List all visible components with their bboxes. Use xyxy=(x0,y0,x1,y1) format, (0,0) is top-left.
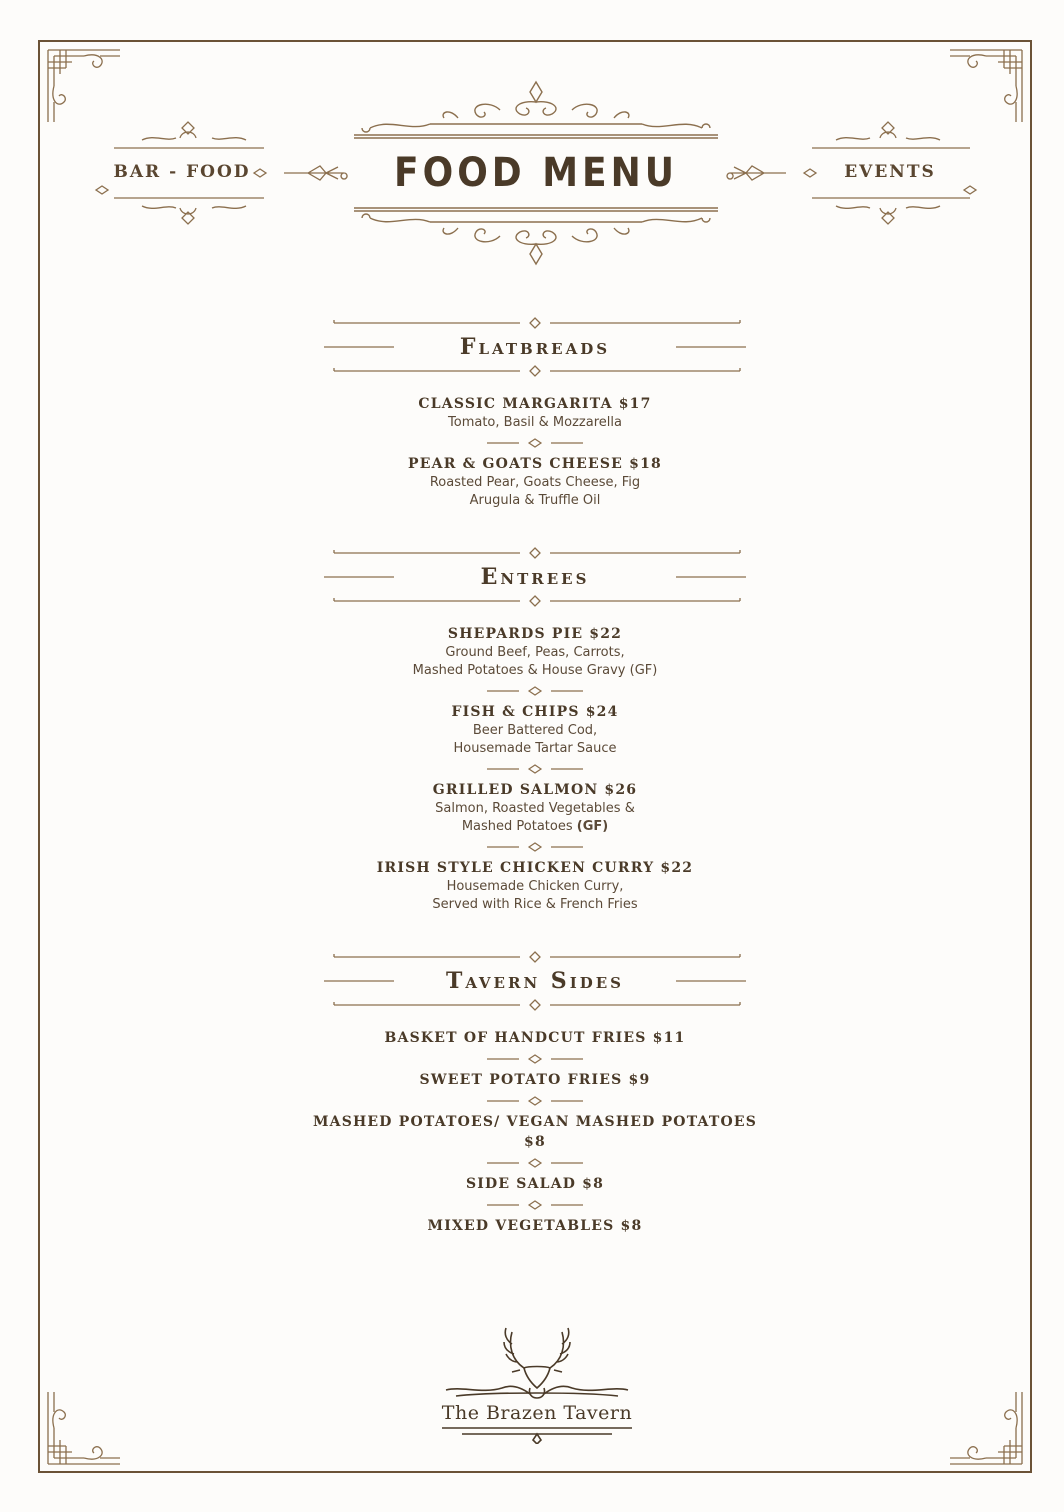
stag-icon xyxy=(432,1322,642,1444)
menu-content xyxy=(300,310,770,1236)
menu-item xyxy=(300,858,770,914)
nav-link-events[interactable]: EVENTS xyxy=(844,162,936,182)
menu-item-desc: Salmon, Roasted Vegetables & xyxy=(435,801,635,816)
section-header xyxy=(300,540,770,614)
menu-item-desc xyxy=(300,818,770,836)
menu-item-name: SIDE SALAD $8 xyxy=(465,1176,605,1192)
section-title: Flatbreads xyxy=(459,334,611,360)
item-divider xyxy=(300,432,770,454)
menu-item-name: MASHED POTATOES/ VEGAN MASHED POTATOES $8 xyxy=(312,1114,758,1150)
menu-item-desc-text: Mashed Potatoes xyxy=(461,819,573,834)
menu-item-desc: Arugula & Truffle Oil xyxy=(469,493,601,508)
menu-item-name: SHEPARDS PIE $22 xyxy=(447,626,623,642)
menu-item-name: MIXED VEGETABLES $8 xyxy=(427,1218,643,1234)
menu-item xyxy=(300,780,770,836)
menu-item xyxy=(300,394,770,432)
menu-item-desc: Housemade Chicken Curry, xyxy=(446,879,624,894)
menu-item-desc: Mashed Potatoes & House Gravy (GF) xyxy=(412,663,658,678)
menu-item-desc: Ground Beef, Peas, Carrots, xyxy=(445,645,625,660)
corner-ornament-icon xyxy=(946,46,1026,126)
page-title: FOOD MENU xyxy=(394,150,678,196)
item-divider xyxy=(300,1048,770,1070)
corner-ornament-icon xyxy=(44,1388,124,1468)
menu-item-name: BASKET OF HANDCUT FRIES $11 xyxy=(384,1030,686,1046)
item-divider xyxy=(300,680,770,702)
nav-link-bar-food[interactable]: BAR - FOOD xyxy=(113,162,251,182)
title-banner xyxy=(350,78,722,268)
menu-item-name: CLASSIC MARGARITA $17 xyxy=(418,396,652,412)
section-title: Tavern Sides xyxy=(445,968,624,994)
item-divider xyxy=(300,836,770,858)
menu-item-name: PEAR & GOATS CHEESE $18 xyxy=(408,456,662,472)
menu-item-desc: Served with Rice & French Fries xyxy=(432,897,638,912)
item-divider xyxy=(300,1152,770,1174)
corner-ornament-icon xyxy=(946,1388,1026,1468)
item-divider xyxy=(300,758,770,780)
section-header xyxy=(300,310,770,384)
menu-item-desc: Tomato, Basil & Mozzarella xyxy=(448,415,622,430)
section-header xyxy=(300,944,770,1018)
menu-item xyxy=(300,702,770,758)
brand-name: The Brazen Tavern xyxy=(441,1402,633,1424)
menu-item-name: GRILLED SALMON $26 xyxy=(432,782,638,798)
brand-logo xyxy=(432,1322,642,1444)
menu-item xyxy=(300,454,770,510)
menu-item-name: IRISH STYLE CHICKEN CURRY $22 xyxy=(376,860,694,876)
gluten-free-tag: (GF) xyxy=(576,819,609,834)
item-divider xyxy=(300,1090,770,1112)
menu-item-desc: Beer Battered Cod, xyxy=(472,723,598,738)
item-divider xyxy=(300,1194,770,1216)
menu-item-desc: Roasted Pear, Goats Cheese, Fig xyxy=(429,475,641,490)
menu-item-name: FISH & CHIPS $24 xyxy=(451,704,619,720)
menu-item xyxy=(300,624,770,680)
corner-ornament-icon xyxy=(44,46,124,126)
menu-item-desc: Housemade Tartar Sauce xyxy=(453,741,617,756)
menu-item-name: SWEET POTATO FRIES $9 xyxy=(419,1072,651,1088)
section-title: Entrees xyxy=(480,564,590,590)
